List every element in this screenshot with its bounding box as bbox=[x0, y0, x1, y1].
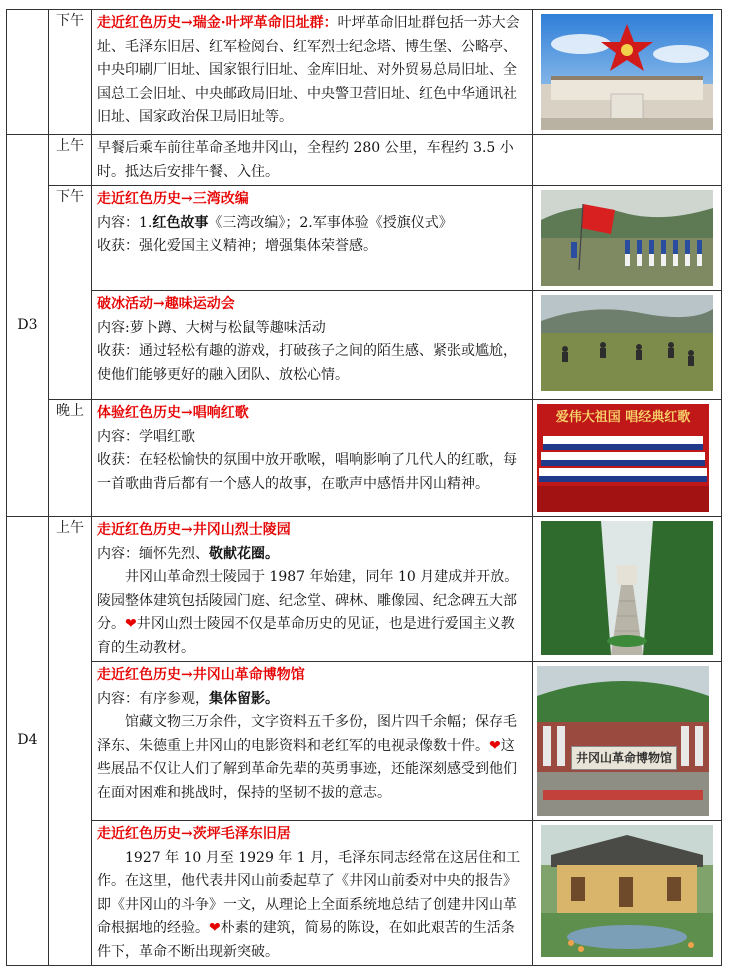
museum-photo bbox=[537, 666, 709, 816]
itinerary-table bbox=[6, 9, 722, 966]
heart-icon: ❤ bbox=[125, 616, 137, 632]
mao-residence-photo bbox=[537, 825, 717, 957]
time-slot: 上午 bbox=[49, 135, 92, 186]
activity-title: 体验红色历史→唱响红歌 bbox=[97, 405, 249, 421]
heart-icon: ❤ bbox=[489, 737, 501, 754]
activity-description bbox=[97, 847, 527, 965]
table-row bbox=[7, 662, 722, 821]
activity-content bbox=[97, 688, 527, 712]
table-row bbox=[7, 400, 722, 517]
activity-gain: 收获：通过轻松有趣的游戏，打破孩子之间的陌生感、紧张或尴尬，使他们能够更好的融入团队、放松心情。 bbox=[97, 343, 517, 383]
activity-gain: 收获：强化爱国主义精神；增强集体荣誉感。 bbox=[97, 238, 377, 254]
photo-cell bbox=[533, 662, 722, 821]
museum-building bbox=[537, 666, 709, 816]
activity-cell bbox=[92, 821, 533, 966]
activity-title: 走近红色历史→茨坪毛泽东旧居 bbox=[97, 826, 291, 842]
activity-content bbox=[97, 212, 527, 236]
content-bold: 敬献花圈。 bbox=[209, 545, 279, 562]
time-slot: 下午 bbox=[49, 10, 92, 135]
activity-cell bbox=[92, 10, 533, 135]
content-rest: 《三湾改编》；2.军事体验《授旗仪式》 bbox=[208, 214, 453, 231]
activity-text: 叶坪革命旧址群包括一苏大会址、毛泽东旧居、红军检阅台、红军烈士纪念塔、博生堡、公略亭、中央印刷厂旧址、国家银行旧址、金库旧址、对外贸易总局旧址、全国总工会旧址、中央邮政局旧址、中央警卫营旧址、红色中华通讯社旧址、国家政治保卫局旧址等。 bbox=[97, 15, 520, 125]
activity-gain: 收获：在轻松愉快的氛围中放开歌喉，唱响影响了几代人的红歌，每一首歌曲背后都有一个感人的故事，在歌声中感悟井冈山精神。 bbox=[97, 452, 517, 492]
photo-cell bbox=[533, 10, 722, 135]
museum-sign: 井冈山革命博物馆 bbox=[571, 746, 677, 770]
highlight-text: 这些展品不仅让人们了解到革命先辈的英勇事迹，还能深刻感受到他们在面对困难和挑战时，保持的坚韧不拔的意志。 bbox=[97, 737, 517, 801]
table-row bbox=[7, 517, 722, 662]
activity-cell bbox=[92, 517, 533, 662]
table-row bbox=[7, 135, 722, 186]
table-row bbox=[7, 186, 722, 291]
heart-icon: ❤ bbox=[209, 920, 221, 936]
time-slot: 晚上 bbox=[49, 400, 92, 517]
highlight-text: 朴素的建筑，简易的陈设，在如此艰苦的生活条件下，革命不断出现新突破。 bbox=[97, 920, 515, 960]
fun-games-photo bbox=[537, 295, 717, 391]
day-cell-empty bbox=[7, 10, 49, 135]
choir-rows bbox=[537, 428, 709, 512]
content-bold: 红色故事 bbox=[152, 214, 209, 231]
day-label: D4 bbox=[7, 517, 49, 966]
photo-cell bbox=[533, 291, 722, 400]
activity-description bbox=[97, 711, 527, 805]
martyrs-cemetery-photo bbox=[537, 521, 717, 655]
table-row bbox=[7, 291, 722, 400]
activity-content bbox=[97, 543, 527, 567]
activity-cell bbox=[92, 291, 533, 400]
activity-content: 内容:萝卜蹲、大树与松鼠等趣味活动 bbox=[97, 319, 326, 336]
description-text: 井冈山革命烈士陵园于 1987 年始建，同年 10 月建成并开放。陵园整体建筑包括陵园门庭、纪念堂、碑林、雕像园、纪念碑五大部分。 bbox=[97, 569, 519, 632]
activity-title: 走近红色历史→井冈山烈士陵园 bbox=[97, 522, 291, 538]
activity-cell bbox=[92, 662, 533, 821]
table-row bbox=[7, 821, 722, 966]
content-prefix: 内容：1. bbox=[97, 214, 153, 231]
photo-cell bbox=[533, 821, 722, 966]
activity-content: 内容：学唱红歌 bbox=[97, 428, 195, 445]
activity-title: 走近红色历史→井冈山革命博物馆 bbox=[97, 667, 305, 683]
activity-title: 走近红色历史→三湾改编 bbox=[97, 191, 249, 207]
photo-cell bbox=[533, 186, 722, 291]
banner-text: 爱伟大祖国 唱经典红歌 bbox=[555, 410, 691, 425]
photo-cell bbox=[533, 517, 722, 662]
content-bold: 集体留影。 bbox=[209, 690, 279, 707]
highlight-text: 井冈山烈士陵园不仅是革命历史的见证，也是进行爱国主义教育的生动教材。 bbox=[97, 616, 515, 656]
description-text: 馆藏文物三万余件，文字资料五千多份，图片四千余幅；保存毛泽东、朱德重上井冈山的电影资料和老红军的电视录像数十件。 bbox=[97, 714, 517, 754]
activity-cell bbox=[92, 186, 533, 291]
activity-cell: 早餐后乘车前往革命圣地井冈山，全程约 280 公里，车程约 3.5 小时。抵达后安排午餐、入住。 bbox=[92, 135, 533, 186]
activity-description bbox=[97, 566, 527, 660]
yeping-monument-photo bbox=[537, 14, 717, 130]
content-prefix: 内容：缅怀先烈、 bbox=[97, 545, 209, 562]
photo-cell-empty bbox=[533, 135, 722, 186]
activity-title: 走近红色历史→瑞金·叶坪革命旧址群： bbox=[97, 15, 338, 31]
activity-title: 破冰活动→趣味运动会 bbox=[97, 296, 235, 312]
content-prefix: 内容：有序参观， bbox=[97, 690, 209, 707]
table-row bbox=[7, 10, 722, 135]
time-slot: 上午 bbox=[49, 517, 92, 966]
red-song-choir-photo bbox=[537, 404, 709, 512]
day-label: D3 bbox=[7, 135, 49, 517]
flag-ceremony-photo bbox=[537, 190, 717, 286]
activity-cell bbox=[92, 400, 533, 517]
time-slot: 下午 bbox=[49, 186, 92, 400]
description-text: 1927 年 10 月至 1929 年 1 月，毛泽东同志经常在这居住和工作。在这里，他代表井冈山前委起草了《井冈山前委对中央的报告》即《井冈山的斗争》一文，从理论上全面系统地总结了创建井冈山革命根据地的经验。 bbox=[97, 849, 521, 936]
photo-cell bbox=[533, 400, 722, 517]
